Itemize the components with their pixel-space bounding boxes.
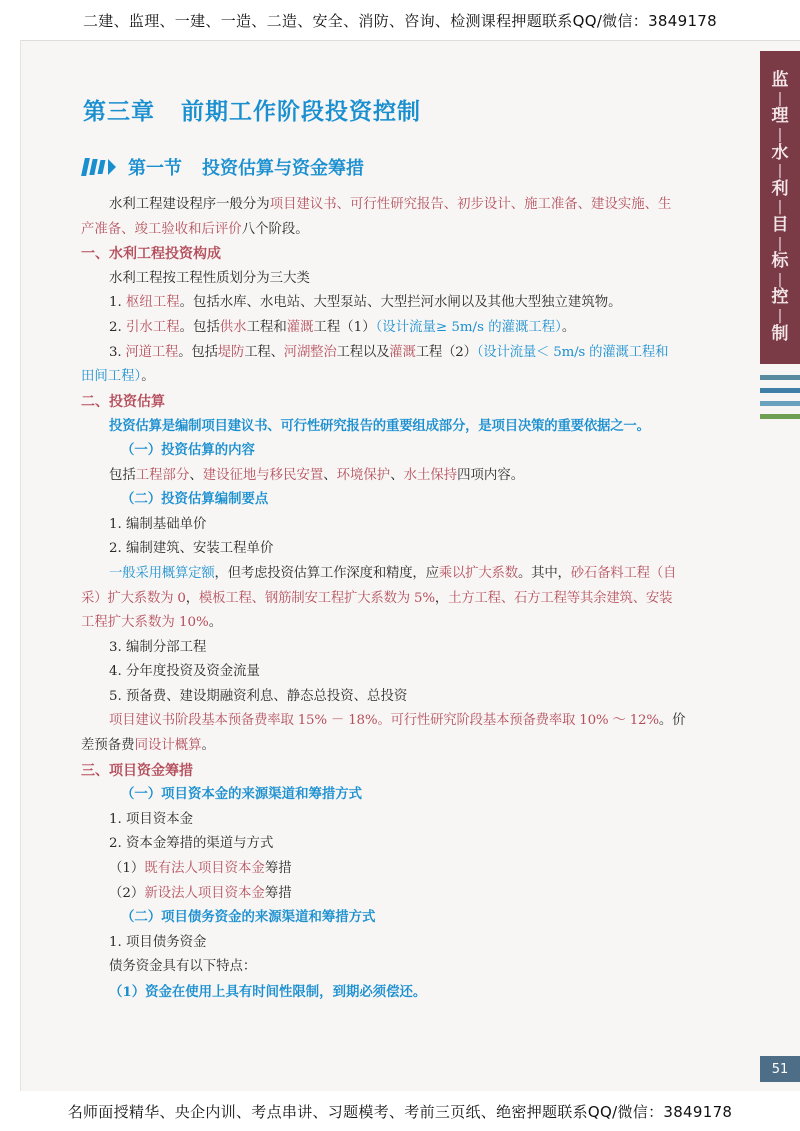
paragraph-line: 产准备、竣工验收和后评价八个阶段。 [81, 221, 309, 237]
paragraph-line: 水利工程建设程序一般分为项目建议书、可行性研究报告、初步设计、施工准备、建设实施、生 [109, 197, 672, 212]
stripe [760, 414, 800, 419]
list-item: 5. 预备费、建设期融资利息、静态总投资、总投资 [109, 688, 408, 704]
list-item: 2. 编制建筑、安装工程单价 [109, 541, 274, 557]
tab-char: 利 [771, 178, 789, 199]
list-item: 3. 编制分部工程 [109, 639, 207, 655]
list-item: 3. 河道工程。包括堤防工程、河湖整治工程以及灌溉工程（2）（设计流量＜ 5m/s 的灌溉工程和 [109, 344, 669, 360]
paragraph-line: 一般采用概算定额，但考虑投资估算工作深度和精度，应乘以扩大系数。其中，砂石备料工程（自 [109, 565, 677, 581]
tab-char: 水 [771, 142, 789, 163]
tab-separator: | [777, 90, 783, 107]
paragraph-line: 债务资金具有以下特点： [109, 959, 257, 975]
list-item: （1）既有法人项目资本金筹措 [109, 861, 292, 877]
paragraph-line: 差预备费同设计概算。 [81, 738, 215, 754]
chapter-title [83, 93, 421, 126]
paragraph-line: 包括工程部分、建设征地与移民安置、环境保护、水土保持四项内容。 [109, 467, 525, 483]
paragraph-line: 工程扩大系数为 10%。 [81, 615, 223, 631]
book-page [20, 40, 800, 1091]
list-item: 1. 编制基础单价 [109, 516, 207, 532]
paragraph-line: 采）扩大系数为 0，模板工程、钢筋制安工程扩大系数为 5%，土方工程、石方工程等其余建筑、安装 [81, 590, 673, 606]
tab-char: 目 [771, 215, 789, 236]
list-item-continuation: 田间工程）。 [81, 369, 155, 385]
tab-char: 监 [771, 70, 789, 91]
list-item: 4. 分年度投资及资金流量 [109, 664, 260, 680]
side-color-stripes [760, 375, 800, 427]
subheading-estimate-points: （二）投资估算编制要点 [121, 492, 269, 508]
tab-separator: | [777, 271, 783, 288]
list-item: 2. 资本金筹措的渠道与方式 [109, 836, 274, 852]
side-chapter-tab [760, 51, 800, 364]
tab-separator: | [777, 199, 783, 216]
chapter-name: 前期工作阶段投资控制 [181, 99, 421, 125]
section-label: 第一节 [128, 158, 182, 179]
list-item: 1. 枢纽工程。包括水库、水电站、大型泵站、大型拦河水闸以及其他大型独立建筑物。 [109, 295, 622, 311]
list-item: 1. 项目债务资金 [109, 934, 207, 950]
tab-char: 标 [771, 251, 789, 272]
bottom-banner: 名师面授精华、央企内训、考点串讲、习题模考、考前三页纸、绝密押题联系QQ/微信：3849178 [67, 1102, 733, 1121]
chapter-label: 第三章 [83, 99, 155, 125]
heading-investment-estimate: 二、投资估算 [81, 393, 165, 410]
paragraph-line: 项目建议书阶段基本预备费率取 15% － 18%。可行性研究阶段基本预备费率取 10% ～ 12%。价 [109, 713, 686, 729]
subheading-estimate-content: （一）投资估算的内容 [121, 442, 255, 458]
tab-separator: | [777, 308, 783, 325]
tab-char: 制 [771, 323, 789, 344]
heading-investment-composition: 一、水利工程投资构成 [81, 246, 221, 263]
list-item: 2. 引水工程。包括供水工程和灌溉工程（1）（设计流量≥ 5m/s 的灌溉工程）。 [109, 319, 576, 335]
list-item: 1. 项目资本金 [109, 811, 193, 827]
list-item: （1）资金在使用上具有时间性限制，到期必须偿还。 [109, 984, 427, 1000]
paragraph-line: 水利工程按工程性质划分为三大类 [109, 270, 310, 286]
tab-char: 控 [771, 287, 789, 308]
body-content [81, 193, 741, 1005]
stripe [760, 375, 800, 380]
stripe [760, 388, 800, 393]
subheading-capital-sources: （一）项目资本金的来源渠道和筹措方式 [121, 787, 363, 803]
heading-fund-raising: 三、项目资金筹措 [81, 762, 193, 779]
list-item: （2）新设法人项目资本金筹措 [109, 885, 292, 901]
subheading-debt-sources: （二）项目债务资金的来源渠道和筹措方式 [121, 910, 376, 926]
tab-separator: | [777, 163, 783, 180]
page-number: 51 [760, 1056, 800, 1082]
section-name: 投资估算与资金筹措 [202, 158, 364, 179]
tab-separator: | [777, 127, 783, 144]
section-bars-icon [83, 158, 116, 176]
stripe [760, 401, 800, 406]
section-title [83, 154, 364, 180]
top-banner: 二建、监理、一建、一造、二造、安全、消防、咨询、检测课程押题联系QQ/微信：3849178 [83, 11, 717, 30]
tab-char: 理 [771, 106, 789, 127]
tab-separator: | [777, 235, 783, 252]
definition-line: 投资估算是编制项目建议书、可行性研究报告的重要组成部分，是项目决策的重要依据之一。 [109, 418, 650, 435]
